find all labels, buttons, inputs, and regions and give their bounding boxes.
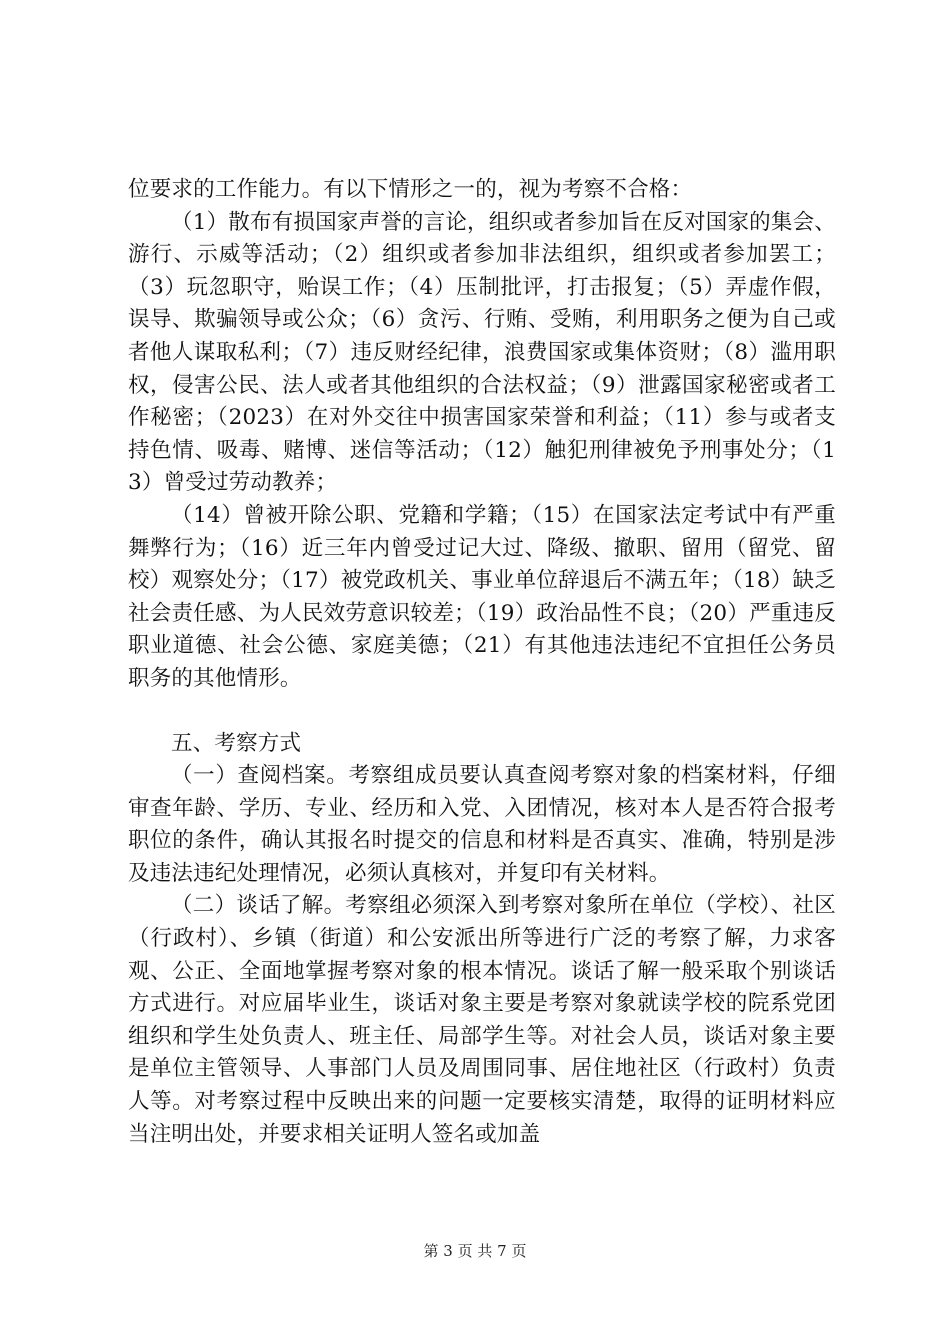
paragraph-disqualification-list-2: （14）曾被开除公职、党籍和学籍；（15）在国家法定考试中有严重舞弊行为；（16）近三年内曾受过记大过、降级、撤职、留用（留党、留校）观察处分；（17）被党政机关、事业单位辞退后不满五年；（18）缺乏社会责任感、为人民效劳意识较差；（19）政治品性不良；（20）严重违反职业道德、社会公德、家庭美德；（21）有其他违法违纪不宜担任公务员职务的其他情形。	[128, 502, 836, 691]
page-footer: 第 3 页 共 7 页	[423, 1242, 527, 1260]
document-body	[128, 174, 836, 1151]
paragraph-interviews: （二）谈话了解。考察组必须深入到考察对象所在单位（学校）、社区（行政村）、乡镇（街道）和公安派出所等进行广泛的考察了解，力求客观、公正、全面地掌握考察对象的根本情况。谈话了解一般采取个别谈话方式进行。对应届毕业生，谈话对象主要是考察对象就读学校的院系党团组织和学生处负责人、班主任、局部学生等。对社会人员，谈话对象主要是单位主管领导、人事部门人员及周围同事、居住地社区（行政村）负责人等。对考察过程中反映出来的问题一定要核实清楚，取得的证明材料应当注明出处，并要求相关证明人签名或加盖	[128, 893, 836, 1147]
paragraph-review-files: （一）查阅档案。考察组成员要认真查阅考察对象的档案材料，仔细审查年龄、学历、专业、经历和入党、入团情况，核对本人是否符合报考职位的条件，确认其报名时提交的信息和材料是否真实、准确，特别是涉及违法违纪处理情况，必须认真核对，并复印有关材料。	[128, 763, 836, 886]
paragraph-spacer	[128, 696, 836, 728]
paragraph-disqualification-list-1: （1）散布有损国家声誉的言论，组织或者参加旨在反对国家的集会、游行、示威等活动；（2）组织或者参加非法组织，组织或者参加罢工；（3）玩忽职守，贻误工作；（4）压制批评，打击报复；（5）弄虚作假，误导、欺骗领导或公众；（6）贪污、行贿、受贿，利用职务之便为自己或者他人谋取私利；（7）违反财经纪律，浪费国家或集体资财；（8）滥用职权，侵害公民、法人或者其他组织的合法权益；（9）泄露国家秘密或者工作秘密；（2023）在对外交往中损害国家荣誉和利益；（11）参与或者支持色情、吸毒、赌博、迷信等活动；（12）触犯刑律被免予刑事处分；（13）曾受过劳动教养；	[128, 209, 836, 496]
paragraph-opening: 位要求的工作能力。有以下情形之一的，视为考察不合格：	[128, 177, 693, 202]
section-heading: 五、考察方式	[171, 730, 302, 756]
